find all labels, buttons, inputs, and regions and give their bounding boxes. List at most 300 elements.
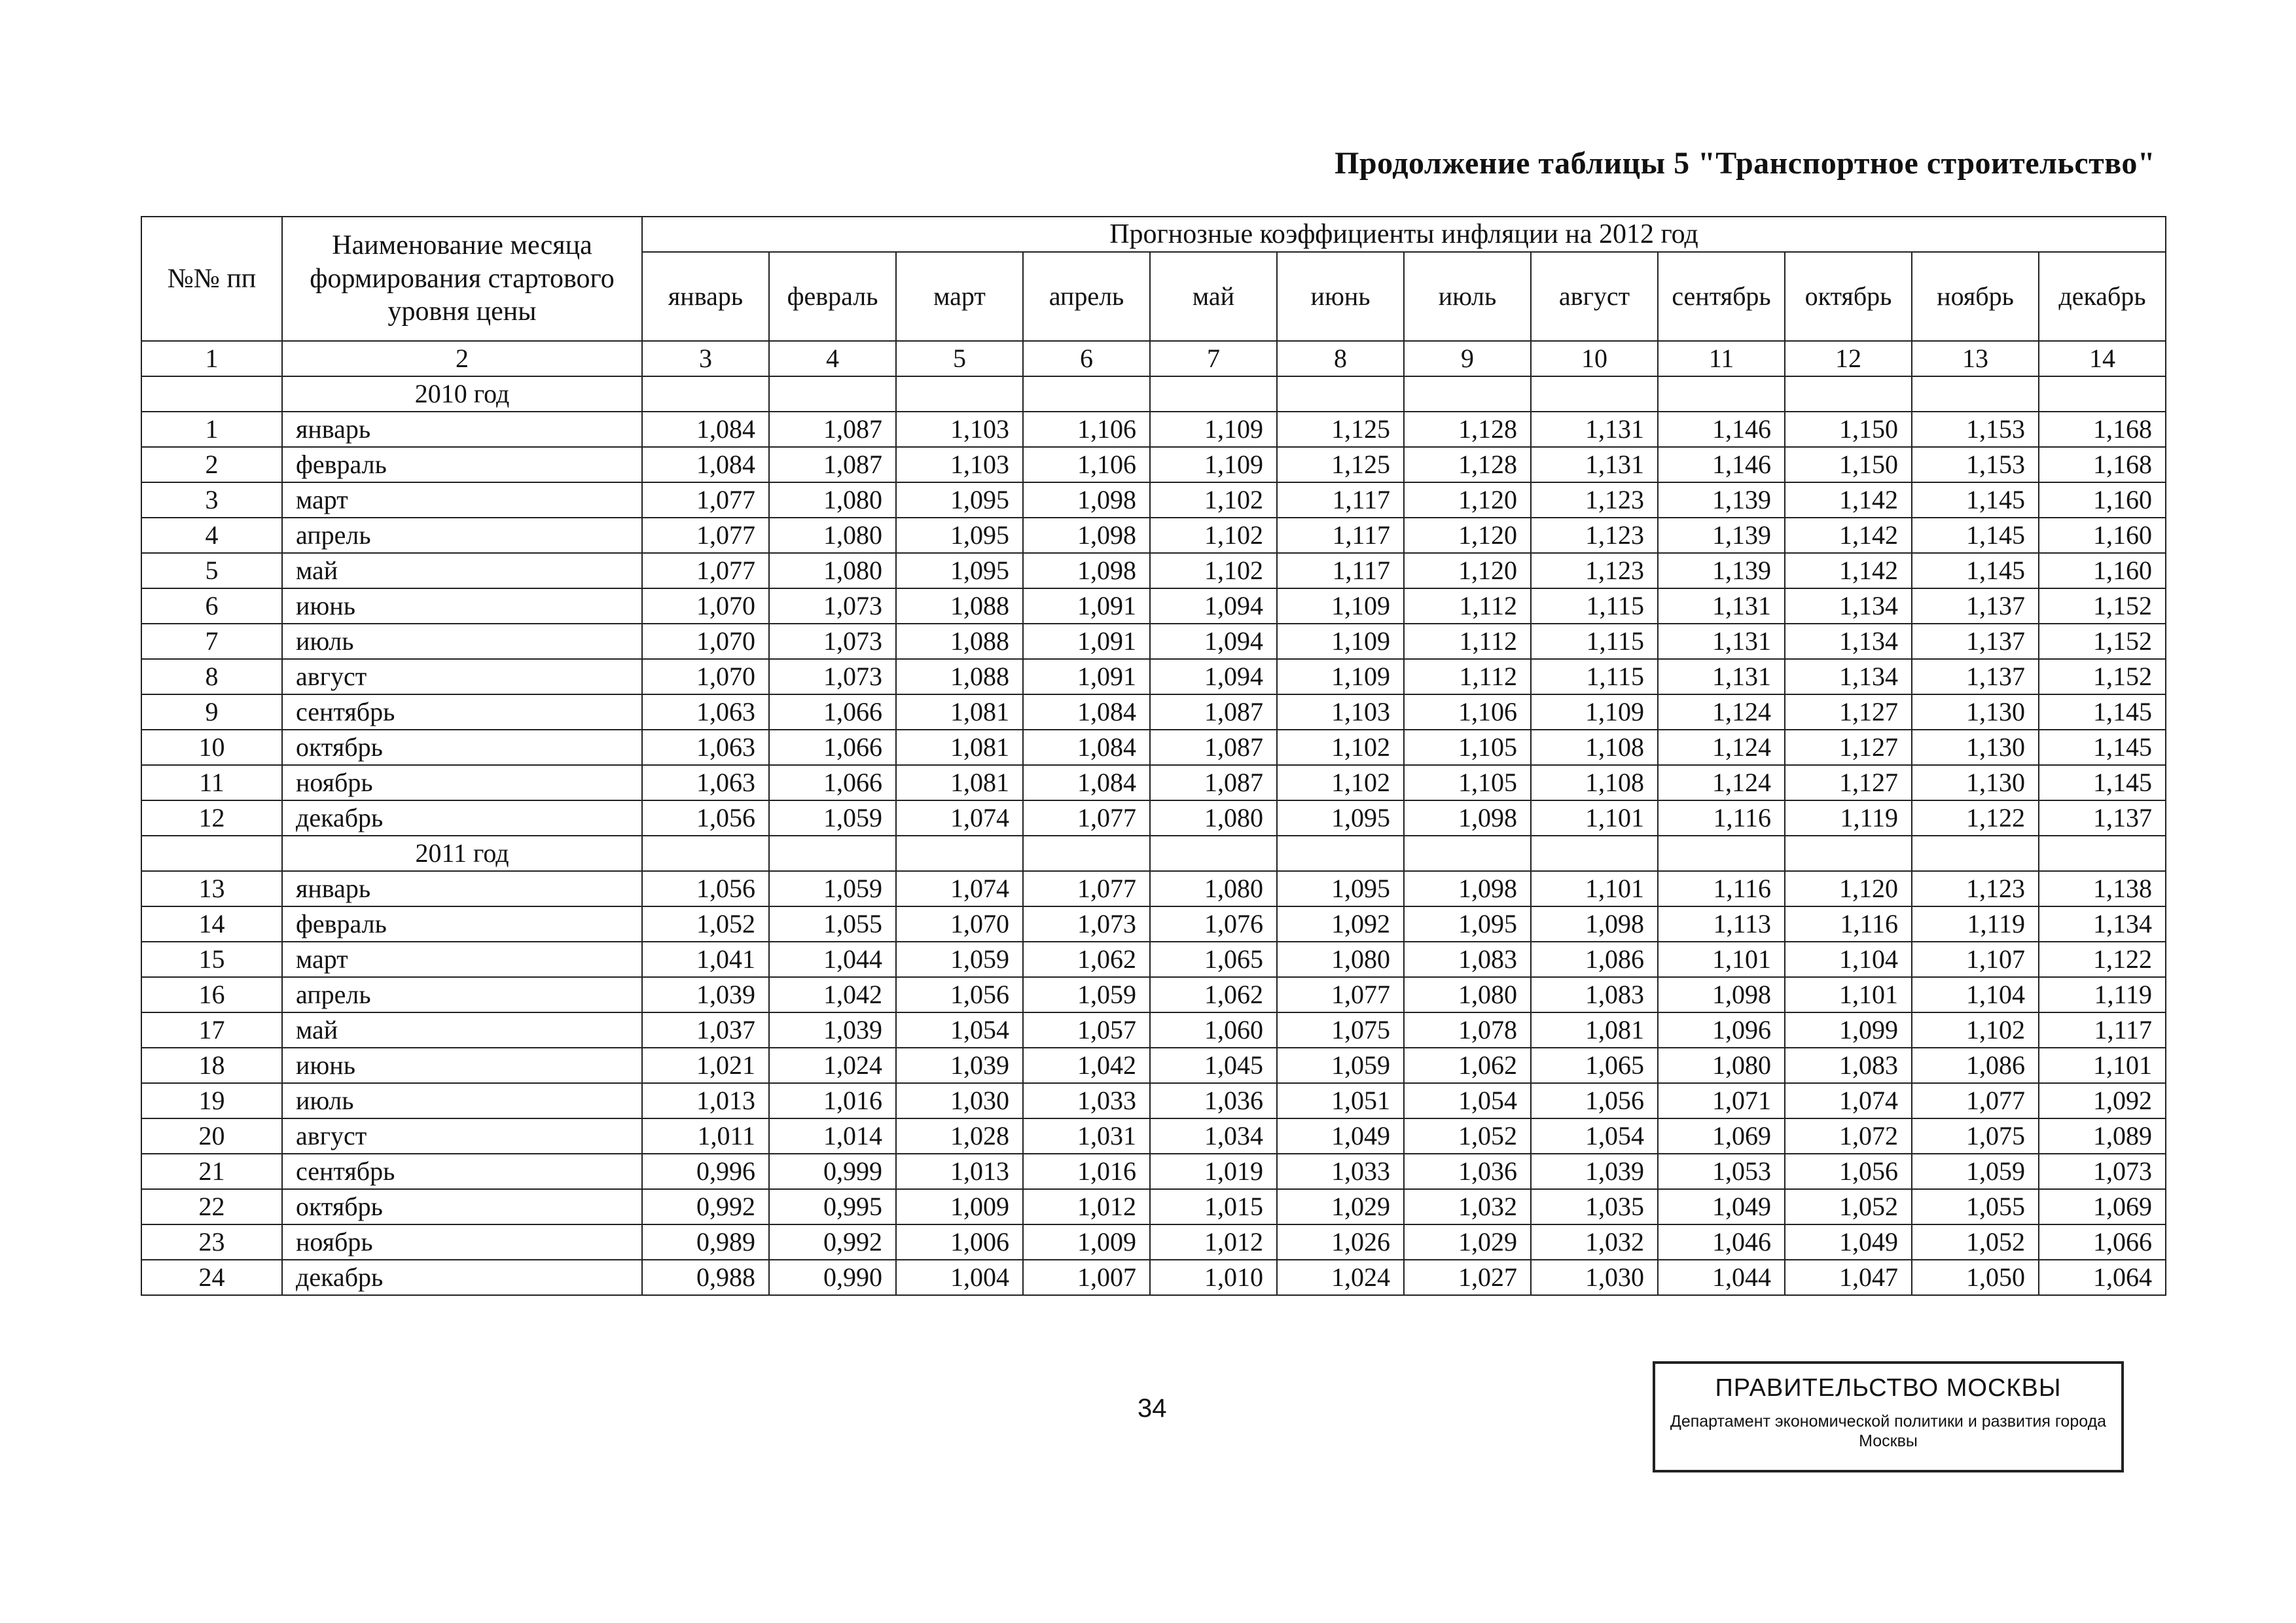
coefficient-cell: 1,056 bbox=[642, 800, 769, 836]
coefficient-cell: 1,077 bbox=[1912, 1083, 2039, 1118]
coefficient-cell: 1,066 bbox=[769, 694, 896, 730]
coefficient-cell: 1,059 bbox=[769, 871, 896, 906]
coefficient-cell: 1,098 bbox=[1023, 553, 1150, 588]
coefficient-cell: 1,123 bbox=[1531, 518, 1658, 553]
table-header-row bbox=[141, 217, 2166, 252]
coefficient-cell: 1,073 bbox=[2039, 1154, 2166, 1189]
coefficient-cell: 1,056 bbox=[1785, 1154, 1912, 1189]
coefficient-cell: 1,091 bbox=[1023, 624, 1150, 659]
coefficient-cell: 1,077 bbox=[1023, 800, 1150, 836]
coefficient-cell: 1,046 bbox=[1658, 1224, 1785, 1260]
coefficient-cell: 1,137 bbox=[1912, 588, 2039, 624]
row-month-name: март bbox=[282, 482, 642, 518]
year-row-empty-cell bbox=[769, 376, 896, 412]
year-row-empty-cell bbox=[769, 836, 896, 871]
coefficient-cell: 1,095 bbox=[1277, 800, 1404, 836]
coefficient-cell: 1,145 bbox=[2039, 765, 2166, 800]
header-month-3: март bbox=[896, 252, 1023, 341]
coefficient-cell: 1,119 bbox=[1785, 800, 1912, 836]
table-row bbox=[141, 1154, 2166, 1189]
coefficient-cell: 1,131 bbox=[1658, 624, 1785, 659]
column-number-5: 5 bbox=[896, 341, 1023, 376]
coefficient-cell: 1,065 bbox=[1150, 942, 1277, 977]
coefficient-cell: 1,073 bbox=[769, 659, 896, 694]
coefficient-cell: 1,116 bbox=[1785, 906, 1912, 942]
row-number: 10 bbox=[141, 730, 282, 765]
row-month-name: февраль bbox=[282, 447, 642, 482]
header-month-11: ноябрь bbox=[1912, 252, 2039, 341]
coefficient-cell: 1,092 bbox=[2039, 1083, 2166, 1118]
coefficient-cell: 1,078 bbox=[1404, 1012, 1531, 1048]
coefficient-cell: 0,992 bbox=[642, 1189, 769, 1224]
table-row bbox=[141, 800, 2166, 836]
coefficient-cell: 1,115 bbox=[1531, 624, 1658, 659]
row-number: 22 bbox=[141, 1189, 282, 1224]
coefficient-cell: 1,065 bbox=[1531, 1048, 1658, 1083]
year-row-empty-cell bbox=[1785, 376, 1912, 412]
coefficient-cell: 1,081 bbox=[896, 694, 1023, 730]
coefficient-cell: 1,101 bbox=[1785, 977, 1912, 1012]
coefficient-cell: 1,077 bbox=[1277, 977, 1404, 1012]
year-row-empty-cell bbox=[1404, 376, 1531, 412]
coefficient-cell: 1,117 bbox=[1277, 482, 1404, 518]
coefficient-cell: 1,101 bbox=[2039, 1048, 2166, 1083]
coefficient-cell: 0,989 bbox=[642, 1224, 769, 1260]
coefficient-cell: 1,069 bbox=[1658, 1118, 1785, 1154]
row-month-name: октябрь bbox=[282, 1189, 642, 1224]
coefficient-cell: 1,064 bbox=[2039, 1260, 2166, 1295]
row-month-name: ноябрь bbox=[282, 765, 642, 800]
coefficient-cell: 1,080 bbox=[769, 518, 896, 553]
coefficient-cell: 1,074 bbox=[896, 871, 1023, 906]
table-row bbox=[141, 871, 2166, 906]
coefficient-cell: 1,080 bbox=[1658, 1048, 1785, 1083]
coefficient-cell: 1,091 bbox=[1023, 588, 1150, 624]
coefficient-cell: 1,123 bbox=[1531, 553, 1658, 588]
coefficient-cell: 1,102 bbox=[1150, 553, 1277, 588]
row-number: 14 bbox=[141, 906, 282, 942]
coefficient-cell: 1,010 bbox=[1150, 1260, 1277, 1295]
table-row bbox=[141, 482, 2166, 518]
coefficient-cell: 1,103 bbox=[1277, 694, 1404, 730]
coefficient-cell: 1,030 bbox=[1531, 1260, 1658, 1295]
coefficient-cell: 1,030 bbox=[896, 1083, 1023, 1118]
coefficient-cell: 1,088 bbox=[896, 588, 1023, 624]
table-row bbox=[141, 412, 2166, 447]
year-row-empty-cell bbox=[1658, 376, 1785, 412]
coefficient-cell: 1,050 bbox=[1912, 1260, 2039, 1295]
coefficient-cell: 1,098 bbox=[1404, 871, 1531, 906]
coefficient-cell: 1,081 bbox=[896, 765, 1023, 800]
coefficient-cell: 1,130 bbox=[1912, 694, 2039, 730]
coefficient-cell: 1,131 bbox=[1531, 412, 1658, 447]
year-row bbox=[141, 836, 2166, 871]
coefficient-cell: 1,104 bbox=[1785, 942, 1912, 977]
coefficient-cell: 1,053 bbox=[1658, 1154, 1785, 1189]
coefficient-cell: 1,104 bbox=[1912, 977, 2039, 1012]
column-number-2: 2 bbox=[282, 341, 642, 376]
table-row bbox=[141, 977, 2166, 1012]
coefficient-cell: 1,152 bbox=[2039, 588, 2166, 624]
coefficient-cell: 1,011 bbox=[642, 1118, 769, 1154]
coefficient-cell: 1,130 bbox=[1912, 765, 2039, 800]
coefficient-cell: 1,142 bbox=[1785, 553, 1912, 588]
row-number: 21 bbox=[141, 1154, 282, 1189]
coefficient-cell: 1,109 bbox=[1150, 447, 1277, 482]
coefficient-cell: 1,152 bbox=[2039, 624, 2166, 659]
coefficient-cell: 1,066 bbox=[2039, 1224, 2166, 1260]
coefficient-cell: 1,131 bbox=[1658, 588, 1785, 624]
coefficient-cell: 1,142 bbox=[1785, 482, 1912, 518]
coefficient-cell: 1,080 bbox=[1150, 871, 1277, 906]
row-number: 18 bbox=[141, 1048, 282, 1083]
coefficient-cell: 1,077 bbox=[1023, 871, 1150, 906]
coefficient-cell: 1,102 bbox=[1150, 518, 1277, 553]
row-month-name: июль bbox=[282, 1083, 642, 1118]
coefficient-cell: 1,098 bbox=[1023, 518, 1150, 553]
table-row bbox=[141, 942, 2166, 977]
coefficient-cell: 1,142 bbox=[1785, 518, 1912, 553]
row-number: 24 bbox=[141, 1260, 282, 1295]
coefficient-cell: 1,084 bbox=[642, 412, 769, 447]
row-month-name: январь bbox=[282, 412, 642, 447]
table-row bbox=[141, 624, 2166, 659]
year-row-empty-cell bbox=[896, 376, 1023, 412]
coefficient-cell: 1,073 bbox=[1023, 906, 1150, 942]
coefficient-cell: 1,120 bbox=[1404, 518, 1531, 553]
coefficient-cell: 1,123 bbox=[1912, 871, 2039, 906]
header-month-2: февраль bbox=[769, 252, 896, 341]
coefficient-cell: 1,160 bbox=[2039, 553, 2166, 588]
coefficient-cell: 1,106 bbox=[1023, 447, 1150, 482]
coefficient-cell: 1,070 bbox=[896, 906, 1023, 942]
row-month-name: август bbox=[282, 1118, 642, 1154]
coefficient-cell: 1,039 bbox=[1531, 1154, 1658, 1189]
header-month-4: апрель bbox=[1023, 252, 1150, 341]
coefficient-cell: 1,013 bbox=[896, 1154, 1023, 1189]
coefficient-cell: 1,095 bbox=[1404, 906, 1531, 942]
year-row-empty-cell bbox=[1023, 836, 1150, 871]
row-month-name: февраль bbox=[282, 906, 642, 942]
column-number-12: 12 bbox=[1785, 341, 1912, 376]
header-month-5: май bbox=[1150, 252, 1277, 341]
coefficient-cell: 0,992 bbox=[769, 1224, 896, 1260]
row-number: 17 bbox=[141, 1012, 282, 1048]
year-row-num-cell bbox=[141, 836, 282, 871]
coefficient-cell: 1,146 bbox=[1658, 447, 1785, 482]
year-row-empty-cell bbox=[1912, 836, 2039, 871]
coefficient-cell: 1,049 bbox=[1658, 1189, 1785, 1224]
coefficient-cell: 1,108 bbox=[1531, 730, 1658, 765]
coefficient-cell: 1,059 bbox=[1912, 1154, 2039, 1189]
coefficient-cell: 1,106 bbox=[1023, 412, 1150, 447]
coefficient-cell: 1,109 bbox=[1277, 659, 1404, 694]
coefficient-cell: 1,044 bbox=[769, 942, 896, 977]
row-number: 16 bbox=[141, 977, 282, 1012]
coefficient-cell: 1,096 bbox=[1658, 1012, 1785, 1048]
coefficient-cell: 1,062 bbox=[1023, 942, 1150, 977]
table-row bbox=[141, 765, 2166, 800]
coefficient-cell: 1,134 bbox=[1785, 588, 1912, 624]
coefficient-cell: 1,127 bbox=[1785, 765, 1912, 800]
coefficient-cell: 1,137 bbox=[1912, 659, 2039, 694]
coefficient-cell: 1,160 bbox=[2039, 518, 2166, 553]
row-month-name: май bbox=[282, 1012, 642, 1048]
coefficient-cell: 1,013 bbox=[642, 1083, 769, 1118]
coefficient-cell: 0,990 bbox=[769, 1260, 896, 1295]
coefficient-cell: 1,152 bbox=[2039, 659, 2166, 694]
coefficient-cell: 1,029 bbox=[1277, 1189, 1404, 1224]
table-row bbox=[141, 1224, 2166, 1260]
column-number-4: 4 bbox=[769, 341, 896, 376]
year-row-empty-cell bbox=[2039, 836, 2166, 871]
coefficient-cell: 1,109 bbox=[1277, 624, 1404, 659]
coefficient-cell: 1,139 bbox=[1658, 482, 1785, 518]
coefficient-cell: 1,036 bbox=[1404, 1154, 1531, 1189]
coefficient-cell: 1,071 bbox=[1658, 1083, 1785, 1118]
coefficient-cell: 1,021 bbox=[642, 1048, 769, 1083]
coefficient-cell: 1,056 bbox=[896, 977, 1023, 1012]
coefficient-cell: 1,054 bbox=[896, 1012, 1023, 1048]
coefficient-cell: 1,036 bbox=[1150, 1083, 1277, 1118]
year-row-num-cell bbox=[141, 376, 282, 412]
coefficient-cell: 1,081 bbox=[896, 730, 1023, 765]
coefficient-cell: 1,055 bbox=[1912, 1189, 2039, 1224]
coefficient-cell: 0,995 bbox=[769, 1189, 896, 1224]
coefficient-cell: 1,075 bbox=[1277, 1012, 1404, 1048]
coefficient-cell: 1,007 bbox=[1023, 1260, 1150, 1295]
coefficient-cell: 1,105 bbox=[1404, 730, 1531, 765]
row-month-name: август bbox=[282, 659, 642, 694]
coefficient-cell: 1,145 bbox=[2039, 730, 2166, 765]
coefficient-cell: 1,045 bbox=[1150, 1048, 1277, 1083]
page-number: 34 bbox=[1138, 1394, 1167, 1423]
coefficient-cell: 1,034 bbox=[1150, 1118, 1277, 1154]
coefficient-cell: 1,101 bbox=[1658, 942, 1785, 977]
coefficient-cell: 1,117 bbox=[2039, 1012, 2166, 1048]
coefficient-cell: 1,102 bbox=[1277, 730, 1404, 765]
table-row bbox=[141, 659, 2166, 694]
coefficient-cell: 1,077 bbox=[642, 482, 769, 518]
coefficient-cell: 1,109 bbox=[1277, 588, 1404, 624]
coefficient-cell: 1,124 bbox=[1658, 694, 1785, 730]
year-label: 2010 год bbox=[282, 376, 642, 412]
coefficient-cell: 0,988 bbox=[642, 1260, 769, 1295]
row-month-name: ноябрь bbox=[282, 1224, 642, 1260]
coefficient-cell: 1,059 bbox=[1023, 977, 1150, 1012]
coefficient-cell: 1,049 bbox=[1277, 1118, 1404, 1154]
row-month-name: январь bbox=[282, 871, 642, 906]
coefficient-cell: 1,098 bbox=[1404, 800, 1531, 836]
coefficient-cell: 1,070 bbox=[642, 624, 769, 659]
department-stamp bbox=[1653, 1361, 2124, 1472]
coefficient-cell: 1,073 bbox=[769, 588, 896, 624]
column-number-1: 1 bbox=[141, 341, 282, 376]
coefficient-cell: 1,115 bbox=[1531, 659, 1658, 694]
coefficient-cell: 1,139 bbox=[1658, 553, 1785, 588]
coefficient-cell: 1,028 bbox=[896, 1118, 1023, 1154]
year-row-empty-cell bbox=[2039, 376, 2166, 412]
coefficient-cell: 1,080 bbox=[1277, 942, 1404, 977]
coefficient-cell: 1,019 bbox=[1150, 1154, 1277, 1189]
coefficient-cell: 1,004 bbox=[896, 1260, 1023, 1295]
coefficient-cell: 1,035 bbox=[1531, 1189, 1658, 1224]
coefficient-cell: 1,092 bbox=[1277, 906, 1404, 942]
coefficient-cell: 1,039 bbox=[642, 977, 769, 1012]
coefficient-cell: 1,074 bbox=[896, 800, 1023, 836]
row-number: 8 bbox=[141, 659, 282, 694]
coefficient-cell: 1,160 bbox=[2039, 482, 2166, 518]
year-row-empty-cell bbox=[1912, 376, 2039, 412]
coefficient-cell: 1,087 bbox=[769, 412, 896, 447]
coefficient-cell: 1,077 bbox=[642, 518, 769, 553]
row-month-name: октябрь bbox=[282, 730, 642, 765]
coefficient-cell: 1,052 bbox=[1785, 1189, 1912, 1224]
coefficient-cell: 1,107 bbox=[1912, 942, 2039, 977]
coefficient-cell: 1,087 bbox=[1150, 765, 1277, 800]
coefficient-cell: 1,112 bbox=[1404, 624, 1531, 659]
coefficient-cell: 1,062 bbox=[1404, 1048, 1531, 1083]
coefficient-cell: 1,137 bbox=[1912, 624, 2039, 659]
coefficient-cell: 1,039 bbox=[896, 1048, 1023, 1083]
column-number-10: 10 bbox=[1531, 341, 1658, 376]
coefficient-cell: 1,059 bbox=[896, 942, 1023, 977]
row-month-name: июль bbox=[282, 624, 642, 659]
coefficient-cell: 1,103 bbox=[896, 412, 1023, 447]
table-body bbox=[141, 341, 2166, 1295]
coefficient-cell: 1,052 bbox=[1404, 1118, 1531, 1154]
column-number-3: 3 bbox=[642, 341, 769, 376]
coefficient-cell: 1,063 bbox=[642, 694, 769, 730]
coefficient-cell: 1,098 bbox=[1023, 482, 1150, 518]
coefficient-cell: 1,117 bbox=[1277, 553, 1404, 588]
table-row bbox=[141, 906, 2166, 942]
coefficient-cell: 1,047 bbox=[1785, 1260, 1912, 1295]
coefficient-cell: 1,094 bbox=[1150, 588, 1277, 624]
coefficient-cell: 1,081 bbox=[1531, 1012, 1658, 1048]
coefficient-cell: 1,051 bbox=[1277, 1083, 1404, 1118]
document-title: Продолжение таблицы 5 "Транспортное строительство" bbox=[1335, 146, 2155, 181]
coefficient-cell: 1,052 bbox=[1912, 1224, 2039, 1260]
coefficient-cell: 1,131 bbox=[1531, 447, 1658, 482]
year-row-empty-cell bbox=[642, 836, 769, 871]
inflation-coefficient-table bbox=[141, 216, 2166, 1296]
coefficient-cell: 1,095 bbox=[1277, 871, 1404, 906]
coefficient-cell: 1,039 bbox=[769, 1012, 896, 1048]
coefficient-cell: 1,122 bbox=[2039, 942, 2166, 977]
coefficient-cell: 1,024 bbox=[769, 1048, 896, 1083]
coefficient-cell: 1,084 bbox=[1023, 730, 1150, 765]
row-number: 12 bbox=[141, 800, 282, 836]
coefficient-cell: 1,138 bbox=[2039, 871, 2166, 906]
row-month-name: май bbox=[282, 553, 642, 588]
coefficient-cell: 1,150 bbox=[1785, 412, 1912, 447]
coefficient-cell: 1,109 bbox=[1150, 412, 1277, 447]
column-number-row bbox=[141, 341, 2166, 376]
row-number: 4 bbox=[141, 518, 282, 553]
coefficient-cell: 1,168 bbox=[2039, 447, 2166, 482]
coefficient-cell: 1,031 bbox=[1023, 1118, 1150, 1154]
coefficient-cell: 1,103 bbox=[896, 447, 1023, 482]
coefficient-cell: 1,113 bbox=[1658, 906, 1785, 942]
coefficient-cell: 1,127 bbox=[1785, 694, 1912, 730]
coefficient-cell: 1,128 bbox=[1404, 412, 1531, 447]
coefficient-cell: 1,108 bbox=[1531, 765, 1658, 800]
row-number: 13 bbox=[141, 871, 282, 906]
coefficient-cell: 1,014 bbox=[769, 1118, 896, 1154]
column-number-13: 13 bbox=[1912, 341, 2039, 376]
coefficient-cell: 1,130 bbox=[1912, 730, 2039, 765]
coefficient-cell: 1,098 bbox=[1531, 906, 1658, 942]
table-row bbox=[141, 730, 2166, 765]
row-month-name: март bbox=[282, 942, 642, 977]
coefficient-cell: 1,125 bbox=[1277, 412, 1404, 447]
coefficient-cell: 1,066 bbox=[769, 765, 896, 800]
coefficient-cell: 1,117 bbox=[1277, 518, 1404, 553]
row-month-name: апрель bbox=[282, 518, 642, 553]
row-number: 1 bbox=[141, 412, 282, 447]
coefficient-cell: 1,033 bbox=[1023, 1083, 1150, 1118]
coefficient-cell: 1,073 bbox=[769, 624, 896, 659]
table-row bbox=[141, 694, 2166, 730]
coefficient-cell: 1,134 bbox=[1785, 624, 1912, 659]
coefficient-cell: 1,095 bbox=[896, 518, 1023, 553]
column-number-8: 8 bbox=[1277, 341, 1404, 376]
coefficient-cell: 1,089 bbox=[2039, 1118, 2166, 1154]
header-month-10: октябрь bbox=[1785, 252, 1912, 341]
coefficient-cell: 1,134 bbox=[1785, 659, 1912, 694]
coefficient-cell: 1,119 bbox=[2039, 977, 2166, 1012]
coefficient-cell: 1,116 bbox=[1658, 800, 1785, 836]
coefficient-cell: 1,146 bbox=[1658, 412, 1785, 447]
coefficient-cell: 1,077 bbox=[642, 553, 769, 588]
column-number-6: 6 bbox=[1023, 341, 1150, 376]
coefficient-cell: 1,056 bbox=[642, 871, 769, 906]
coefficient-cell: 1,088 bbox=[896, 624, 1023, 659]
coefficient-cell: 1,075 bbox=[1912, 1118, 2039, 1154]
coefficient-cell: 1,137 bbox=[2039, 800, 2166, 836]
year-label: 2011 год bbox=[282, 836, 642, 871]
coefficient-cell: 1,066 bbox=[769, 730, 896, 765]
coefficient-cell: 1,029 bbox=[1404, 1224, 1531, 1260]
coefficient-cell: 1,037 bbox=[642, 1012, 769, 1048]
coefficient-cell: 1,145 bbox=[1912, 482, 2039, 518]
coefficient-cell: 1,024 bbox=[1277, 1260, 1404, 1295]
coefficient-cell: 1,087 bbox=[1150, 730, 1277, 765]
table-row bbox=[141, 1260, 2166, 1295]
table-row bbox=[141, 1083, 2166, 1118]
coefficient-cell: 1,006 bbox=[896, 1224, 1023, 1260]
coefficient-cell: 1,115 bbox=[1531, 588, 1658, 624]
coefficient-cell: 1,145 bbox=[1912, 518, 2039, 553]
coefficient-cell: 1,153 bbox=[1912, 447, 2039, 482]
coefficient-cell: 1,042 bbox=[769, 977, 896, 1012]
coefficient-cell: 1,016 bbox=[769, 1083, 896, 1118]
stamp-title: ПРАВИТЕЛЬСТВО МОСКВЫ bbox=[1715, 1374, 2062, 1402]
coefficient-cell: 1,080 bbox=[1404, 977, 1531, 1012]
coefficient-cell: 1,059 bbox=[1277, 1048, 1404, 1083]
coefficient-cell: 1,086 bbox=[1531, 942, 1658, 977]
row-number: 2 bbox=[141, 447, 282, 482]
coefficient-cell: 1,098 bbox=[1658, 977, 1785, 1012]
coefficient-cell: 1,076 bbox=[1150, 906, 1277, 942]
coefficient-cell: 1,009 bbox=[1023, 1224, 1150, 1260]
coefficient-cell: 1,026 bbox=[1277, 1224, 1404, 1260]
table-row bbox=[141, 1012, 2166, 1048]
coefficient-cell: 1,044 bbox=[1658, 1260, 1785, 1295]
column-number-11: 11 bbox=[1658, 341, 1785, 376]
coefficient-cell: 1,087 bbox=[769, 447, 896, 482]
